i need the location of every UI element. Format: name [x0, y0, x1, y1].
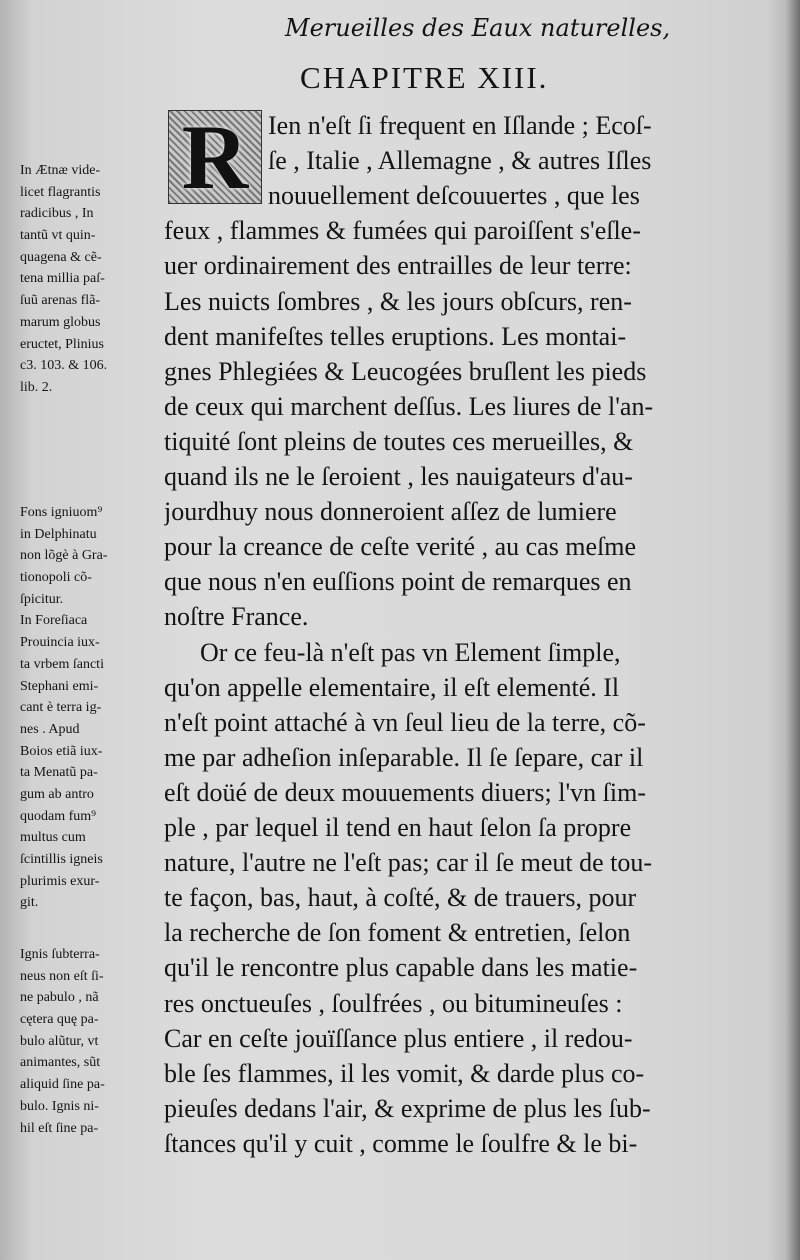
body-line: Or ce feu-là n'eſt pas vn Element ſimple, [200, 637, 621, 667]
margin-note-line: marum globus [20, 314, 101, 330]
margin-note-line: quagena & cẽ- [20, 249, 102, 265]
body-line: qu'on appelle elementaire, il eſt elementé. Il [164, 672, 620, 702]
body-line: uer ordinairement des entrailles de leur terre: [164, 251, 632, 281]
margin-note-line: tantũ vt quin- [20, 228, 96, 244]
ornamental-drop-cap [168, 106, 262, 208]
margin-note-line: c3. 103. & 106. [20, 358, 108, 374]
margin-note-line: In Foreſiaca [20, 613, 88, 629]
margin-note-line: ſuũ arenas flã- [20, 293, 101, 309]
body-line: la recherche de ſon foment & entretien, ſelon [164, 918, 631, 948]
margin-note-line: plurimis exur- [20, 873, 100, 889]
body-line: de ceux qui marchent deſſus. Les liures de l'an- [164, 391, 654, 421]
body-line: ſtances qu'il y cuit , comme le ſoulfre & le bi- [164, 1128, 638, 1158]
drop-cap-letter: R [181, 106, 249, 208]
running-head: Merueilles des Eaux naturelles, [285, 14, 671, 42]
body-line: res onctueuſes , ſoulfrées , ou bitumineuſes : [164, 988, 623, 1018]
body-line: Car en ceſte jouïſſance plus entiere , il redou- [164, 1023, 633, 1053]
margin-note-line: aliquid ſine pa- [20, 1077, 105, 1093]
margin-note-line: Fons igniuom⁹ [20, 505, 103, 520]
body-line: te façon, bas, haut, à coſté, & de trauers, pour [164, 883, 637, 913]
body-line: quand ils ne le ſeroient , les nauigateurs d'au- [164, 462, 633, 491]
body-line: jourdhuy nous donneroient aſſez de lumiere [164, 497, 617, 527]
body-line: pieuſes dedans l'air, & exprime de plus les ſub- [164, 1093, 651, 1123]
margin-note-line: Ignis ſubterra- [20, 947, 100, 962]
margin-note-line: tionopoli cõ- [20, 570, 92, 586]
margin-note-line: ta Menatũ pa- [20, 765, 98, 781]
margin-note-line: in Delphinatu [20, 526, 97, 542]
margin-note-ignis-subterraneus [20, 944, 165, 1139]
margin-note-line: Prouincia iux- [20, 635, 100, 651]
margin-note-line: git. [20, 895, 39, 911]
page-gutter-shadow [786, 0, 800, 1260]
margin-note-line: nes . Apud [20, 721, 80, 737]
margin-note-line: multus cum [20, 830, 86, 846]
body-line: Les nuicts ſombres , & les jours obſcurs, ren- [164, 286, 632, 316]
margin-note-line: cętera quę pa- [20, 1012, 99, 1028]
margin-note-line: hil eſt ſine pa- [20, 1120, 99, 1136]
body-line: n'eſt point attaché à vn ſeul lieu de la terre, cõ- [164, 707, 646, 737]
margin-note-line: Stephani emi- [20, 678, 99, 694]
margin-note-line: lib. 2. [20, 379, 53, 395]
margin-note-line: licet flagrantis [20, 184, 101, 200]
body-line: dent manifeſtes telles eruptions. Les montai- [164, 321, 627, 351]
margin-note-line: tena millia paſ- [20, 271, 105, 287]
margin-note-line: radicibus , In [20, 206, 94, 222]
body-line: tiquité ſont pleins de toutes ces merueilles, & [164, 426, 634, 456]
margin-note-line: gum ab antro [20, 786, 94, 802]
body-line: nouuellement deſcouuertes , que les [268, 181, 640, 211]
margin-note-etna [20, 160, 165, 399]
body-line: Ien n'eſt ſi frequent en Iſlande ; Ecoſ- [268, 111, 652, 140]
margin-note-line: ne pabulo , nã [20, 990, 99, 1006]
body-line: que nous n'en euſſions point de remarques en [164, 567, 632, 597]
margin-note-line: cant è terra ig- [20, 700, 102, 716]
body-line: feux , flammes & fumées qui paroiſſent s'eſle- [164, 216, 641, 246]
body-line: eſt doüé de deux mouuements diuers; l'vn ſim- [164, 777, 646, 807]
margin-note-line: eructet, Plinius [20, 336, 104, 352]
margin-note-line: bulo. Ignis ni- [20, 1098, 99, 1114]
margin-note-line: ſcintillis igneis [20, 852, 103, 867]
margin-note-line: ta vrbem ſancti [20, 656, 104, 672]
body-line: me par adheſion inſeparable. Il ſe ſepare, car il [164, 742, 644, 772]
body-line: gnes Phlegiées & Leucogées bruſlent les pieds [164, 356, 647, 386]
body-line: ſe , Italie , Allemagne , & autres Iſles [268, 146, 652, 176]
margin-note-fons-igniuomus [20, 502, 165, 914]
body-line: nature, l'autre ne l'eſt pas; car il ſe meut de tou- [164, 848, 653, 878]
margin-note-line: bulo alũtur, vt [20, 1033, 99, 1049]
margin-note-line: ſpicitur. [20, 591, 64, 607]
margin-note-line: animantes, sũt [20, 1055, 101, 1071]
body-line: ble ſes flammes, il les vomit, & darde plus co- [164, 1058, 645, 1088]
margin-note-line: quodam fum⁹ [20, 808, 97, 824]
margin-note-line: Boios etiã iux- [20, 743, 103, 759]
margin-note-line: neus non eſt ſi- [20, 968, 104, 984]
chapter-title: CHAPITRE XIII. [300, 60, 549, 95]
margin-note-line: In Ætnæ vide- [20, 163, 101, 178]
body-line: ple , par lequel il tend en haut ſelon ſa propre [164, 813, 632, 842]
margin-note-line: non lõgè à Gra- [20, 548, 108, 564]
body-line: qu'il le rencontre plus capable dans les matie- [164, 953, 638, 983]
body-line: pour la creance de ceſte verité , au cas meſme [164, 532, 637, 562]
body-line: noſtre France. [164, 602, 309, 632]
